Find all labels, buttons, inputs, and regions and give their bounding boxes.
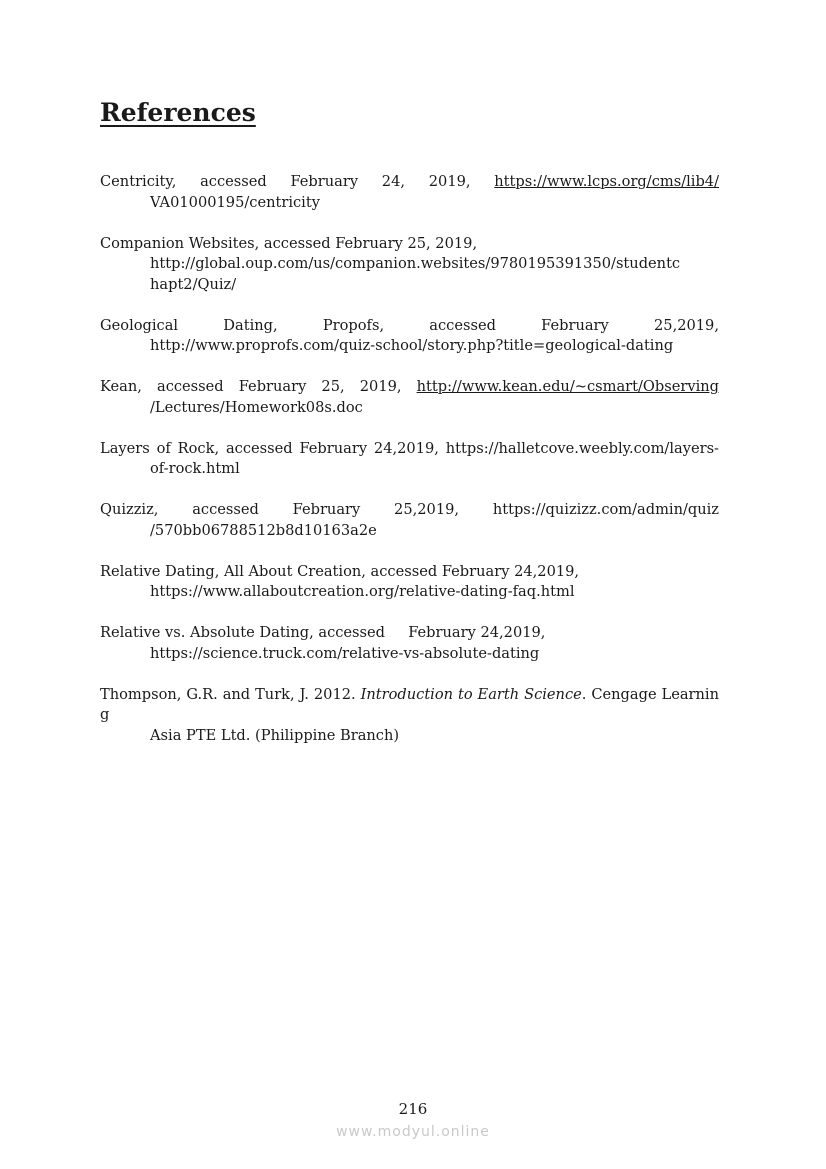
reference-text: . Cengage Learning (100, 685, 719, 723)
reference-text: Relative Dating, All About Creation, accessed February 24,2019, (100, 562, 580, 580)
page-number: 216 (398, 1100, 428, 1118)
reference-text: Kean, accessed February 25, 2019, (100, 378, 417, 395)
reference-text: Geological Dating, Propofs, accessed February 25,2019, (100, 316, 719, 334)
reference-text: http://global.oup.com/us/companion.websites/9780195391350/studentc (150, 255, 681, 272)
page-title: References (100, 98, 256, 127)
reference-text: /570bb06788512b8d10163a2e (150, 521, 377, 539)
reference-link[interactable]: http://www.kean.edu/~csmart/Observing (416, 378, 719, 395)
watermark: www.modyul.online (336, 1124, 490, 1140)
reference-entry (100, 685, 719, 747)
book-title: Introduction to Earth Science (360, 685, 582, 703)
reference-list (100, 172, 719, 767)
reference-entry (100, 562, 719, 603)
reference-text: Companion Websites, accessed February 25, 2019, (100, 234, 478, 252)
reference-text: Layers of Rock, accessed February 24,2019, https://halletcove.weebly.com/layers- (100, 439, 719, 457)
reference-entry (100, 439, 719, 480)
reference-text: Thompson, G.R. and Turk, J. 2012. (100, 685, 361, 703)
reference-text: VA01000195/centricity (150, 193, 320, 211)
reference-entry (100, 234, 719, 296)
reference-text: Relative vs. Absolute Dating, accessed February 24,2019, (100, 624, 546, 641)
reference-entry (100, 316, 719, 357)
reference-entry (100, 500, 719, 541)
reference-text: http://www.proprofs.com/quiz-school/story.php?title=geological-dating (150, 337, 674, 354)
reference-text: Centricity, accessed February 24, 2019, (100, 173, 495, 190)
reference-text: hapt2/Quiz/ (150, 275, 237, 293)
reference-text: Quizziz, accessed February 25,2019, https://quizizz.com/admin/quiz (100, 501, 719, 518)
reference-text: of-rock.html (150, 460, 240, 477)
reference-text: /Lectures/Homework08s.doc (150, 398, 363, 416)
reference-link[interactable]: https://www.lcps.org/cms/lib4/ (494, 173, 719, 190)
reference-entry (100, 172, 719, 213)
reference-text: https://www.allaboutcreation.org/relative-dating-faq.html (150, 583, 575, 600)
reference-entry (100, 377, 719, 418)
reference-entry (100, 623, 719, 664)
reference-text: Asia PTE Ltd. (Philippine Branch) (150, 726, 400, 744)
reference-text: https://science.truck.com/relative-vs-absolute-dating (150, 644, 540, 662)
